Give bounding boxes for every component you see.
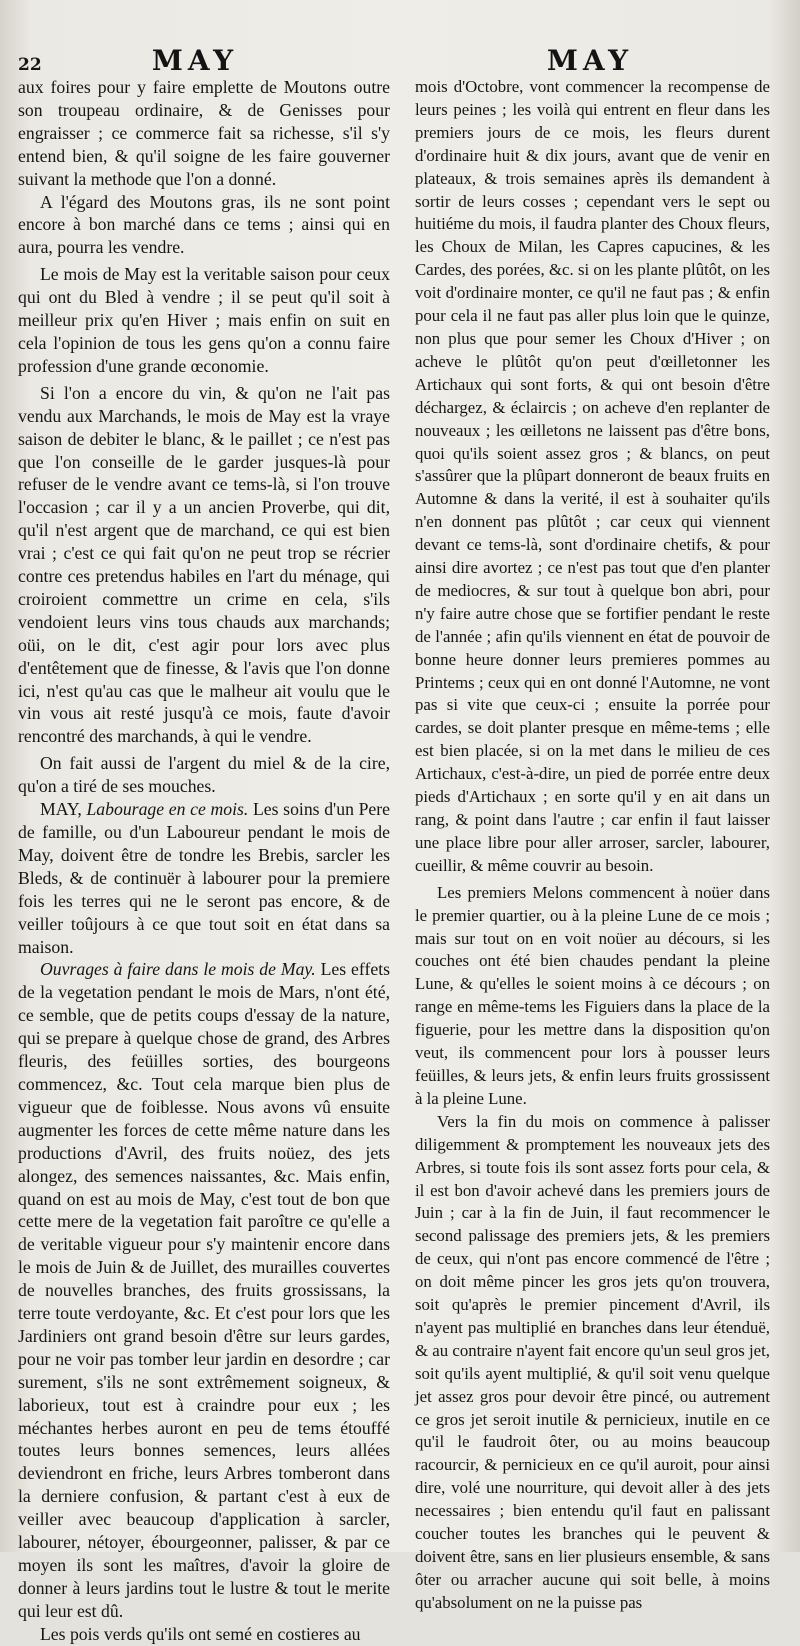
paragraph: Le mois de May est la veritable saison pour ceux qui ont du Bled à vendre ; il se peut qu'il soit à meilleur prix qu'en Hiver ; mais enfin on suit en cela l'opinion de tous les gens qu'on a connu faire profession d'une grande œconomie.: [18, 264, 390, 376]
paragraph: Vers la fin du mois on commence à palisser diligemment & promptement les nouveaux jets des Arbres, si toute fois ils sont assez forts pour cela, & il est bon d'avoir achevé dans les premiers jours de Juin ; car à la fin de Juin, il faut recommencer le second palissage des premiers jets, & les premiers de ceux, qui n'ont pas encore commencé de l'être ; on doit même pincer les gros jets qu'on trouvera, soit qu'après le premier pincement d'Avril, ils n'ayent pas multiplié en branches dans leur étenduë, & au contraire n'ayent fait encore qu'un seul gros jet, soit qu'ils ayent multiplié, & qu'il soit venu quelque jet assez gros pour devoir être pincé, ou autrement ce gros jet seroit inutile & pernicieux, inutile en ce qu'il le faudroit ôter, ou au moins beaucoup racourcir, & pernicieux en ce qu'il auroit, pour ainsi dire, volé une nourriture, qui devoit aller à des jets necessaires ; bien entendu qu'il faut en palissant coucher toutes les branches qui le peuvent & doivent être, sans en lier plusieurs ensemble, & sans ôter ou arracher aucune qui soit belle, à moins qu'absolument on ne la puisse pas: [415, 1111, 770, 1612]
paragraph: [18, 958, 390, 1622]
running-head-right: MAY: [546, 44, 634, 77]
paragraph-body: Les soins d'un Pere de famille, ou d'un Laboureur pendant le mois de May, doivent être de tondre les Brebis, sarcler les Bleds, & de continuër à labourer pour la premiere fois les terres qui ne le seront pas encore, & de veiller toûjours à ce que tout soit en état dans sa maison.: [18, 799, 391, 957]
section-lead: MAY,: [40, 799, 82, 820]
page-number: 22: [18, 55, 42, 75]
section-heading-italic: Ouvrages à faire dans le mois de May.: [40, 959, 316, 980]
paragraph: mois d'Octobre, vont commencer la recompense de leurs peines ; les voilà qui entrent en fleur dans les premiers jours de ce mois, les fleurs durent d'ordinaire huit & dix jours, avant que de venir en plateaux, & trois semaines après ils demandent à sortir de leurs cosses ; cependant vers le sept ou huitiéme du mois, il faudra planter des Choux fleurs, les Choux de Milan, les Capres capucines, & les Cardes, des porées, &c. si on les plante plûtôt, on les voit d'ordinaire monter, ce qu'il ne faut pas ; & enfin pour cela il ne faut pas aller plus loin que le quinze, non plus que pour semer les Choux d'Hiver ; on acheve le plûtôt qu'on peut d'œilletonner les Artichaux qui sont forts, & qui ont besoin d'être déchargez, & éclaircis ; on acheve d'en replanter de nouveaux ; les œilletons ne laissent pas d'être bons, quoi qu'ils soient assez gros ; & blancs, on peut s'assûrer que la plûpart donneront de beaux fruits en Automne & dans la verité, il est à souhaiter qu'ils n'en donnent pas plûtôt ; car ceux qui viennent devant ce tems-là, sont d'ordinaire chetifs, & pour ainsi dire avortez ; ce n'est pas tout que d'en planter de mediocres, & sur tout à quelque bon abri, pour n'y faire autre chose que se fortifier pendant le reste de l'année ; afin qu'ils viennent en état de pouvoir de bonne heure donner leurs premieres pommes au Printems ; ceux qui en ont donné l'Automne, ne vont pas si vite que ceux-ci ; ensuite la porrée pour cardes, se doit planter presque en même-tems ; elle est bien placée, si on la met dans le milieu de ces Artichaux, c'est-à-dire, un pied de porrée entre deux pieds d'Artichaux ; en sorte qu'il y en ait dans un rang, & point dans l'autre ; car enfin il faut laisser une place libre pour aller arroser, sarcler, labourer, cueillir, & même couvrir au besoin.: [415, 77, 770, 875]
running-head-left: MAY: [151, 44, 239, 77]
paragraph: Si l'on a encore du vin, & qu'on ne l'ait pas vendu aux Marchands, le mois de May est la vraye saison de debiter le blanc, & le paillet ; ce n'est pas que l'on conseille de le garder jusques-là pour refuser de le vendre avant ce tems-là, si l'on trouve l'occasion ; car il y a un ancien Proverbe, qui dit, qu'il n'est argent que de marchand, ce qui est bien vrai ; c'est ce qui fait qu'on ne peut trop se récrier contre ces pretendus habiles en l'art du ménage, qui croiroient commettre un crime en cela, s'ils vendoient leurs vins tous chauds aux marchands; oüi, on le dit, c'est agir pour lors avec plus d'entêtement que de finesse, & l'avis que l'on donne ici, n'est qu'au cas que le malheur ait voulu que le vin vous ait resté jusqu'à ce mois, faute d'avoir rencontré des marchands, à qui le vendre.: [18, 382, 390, 747]
paragraph: On fait aussi de l'argent du miel & de la cire, qu'on a tiré de ses mouches.: [18, 753, 390, 797]
right-column: [415, 76, 770, 1615]
left-column: [18, 76, 390, 1646]
paragraph: Les premiers Melons commencent à noüer dans le premier quartier, ou à la pleine Lune de ce mois ; mais sur tout on en voit noüer au décours, si les couches ont été bien chaudes pendant la pleine Lune, & qu'elles le soient moins à ce décours ; on range en même-tems les Figuiers dans la place de la figuerie, pour les mettre dans la disposition qu'on veut, ils commencent pour lors à pousser leurs feüilles, & leurs jets, & enfin leurs fruits grossissent à la pleine Lune.: [415, 882, 770, 1108]
section-heading-italic: Labourage en ce mois.: [86, 799, 249, 820]
paragraph: Les pois verds qu'ils ont semé en costieres au: [40, 1623, 361, 1644]
paragraph: [18, 798, 390, 958]
paragraph-body: Les effets de la vegetation pendant le mois de Mars, n'ont été, ce semble, que de petits coups d'essay de la nature, qui se prepare à quelque chose de grand, des Arbres fleuris, des feüilles sorties, des bourgeons commencez, &c. Tout cela marque bien plus de vigueur que de foiblesse. Nous avons vû ensuite augmenter les forces de cette même nature dans les productions d'Avril, des fruits noüez, des jets alongez, des semences naissantes, &c. Mais enfin, quand on est au mois de May, c'est tout de bon que cette mere de la vegetation fait paroître ce qu'elle a de veritable vigueur pour s'y maintenir encore dans le mois de Juin & de Juillet, des murailles couvertes de nouvelles branches, des fruits grossissans, la terre toute verdoyante, &c. Et c'est pour lors que les Jardiniers ont grand besoin d'être sur leurs gardes, pour ne voir pas tomber leur jardin en desordre ; car surement, s'ils ne sont extrêmement soigneux, & laborieux, tout est à craindre pour eux ; les méchantes herbes auront en peu de tems étouffé toutes leurs bonnes semences, leurs allées deviendront en friche, leurs Arbres tomberont dans la derniere confusion, & partant c'est à eux de veiller avec beaucoup d'application à sarcler, labourer, nétoyer, ébourgeonner, palisser, & par ce moyen ils sont les maîtres, d'avoir la gloire de donner à leurs jardins tout le lustre & tout le merite qui leur est dû.: [18, 959, 391, 1621]
paragraph: aux foires pour y faire emplette de Moutons outre son troupeau ordinaire, & de Genisses pour engraisser ; ce commerce fait sa richesse, s'il s'y entend bien, & qu'il soigne de les faire gouverner suivant la methode que l'on a donné.: [18, 77, 390, 189]
paragraph: A l'égard des Moutons gras, ils ne sont point encore à bon marché dans ce tems ; ainsi qui en aura, pourra les vendre.: [18, 191, 390, 258]
